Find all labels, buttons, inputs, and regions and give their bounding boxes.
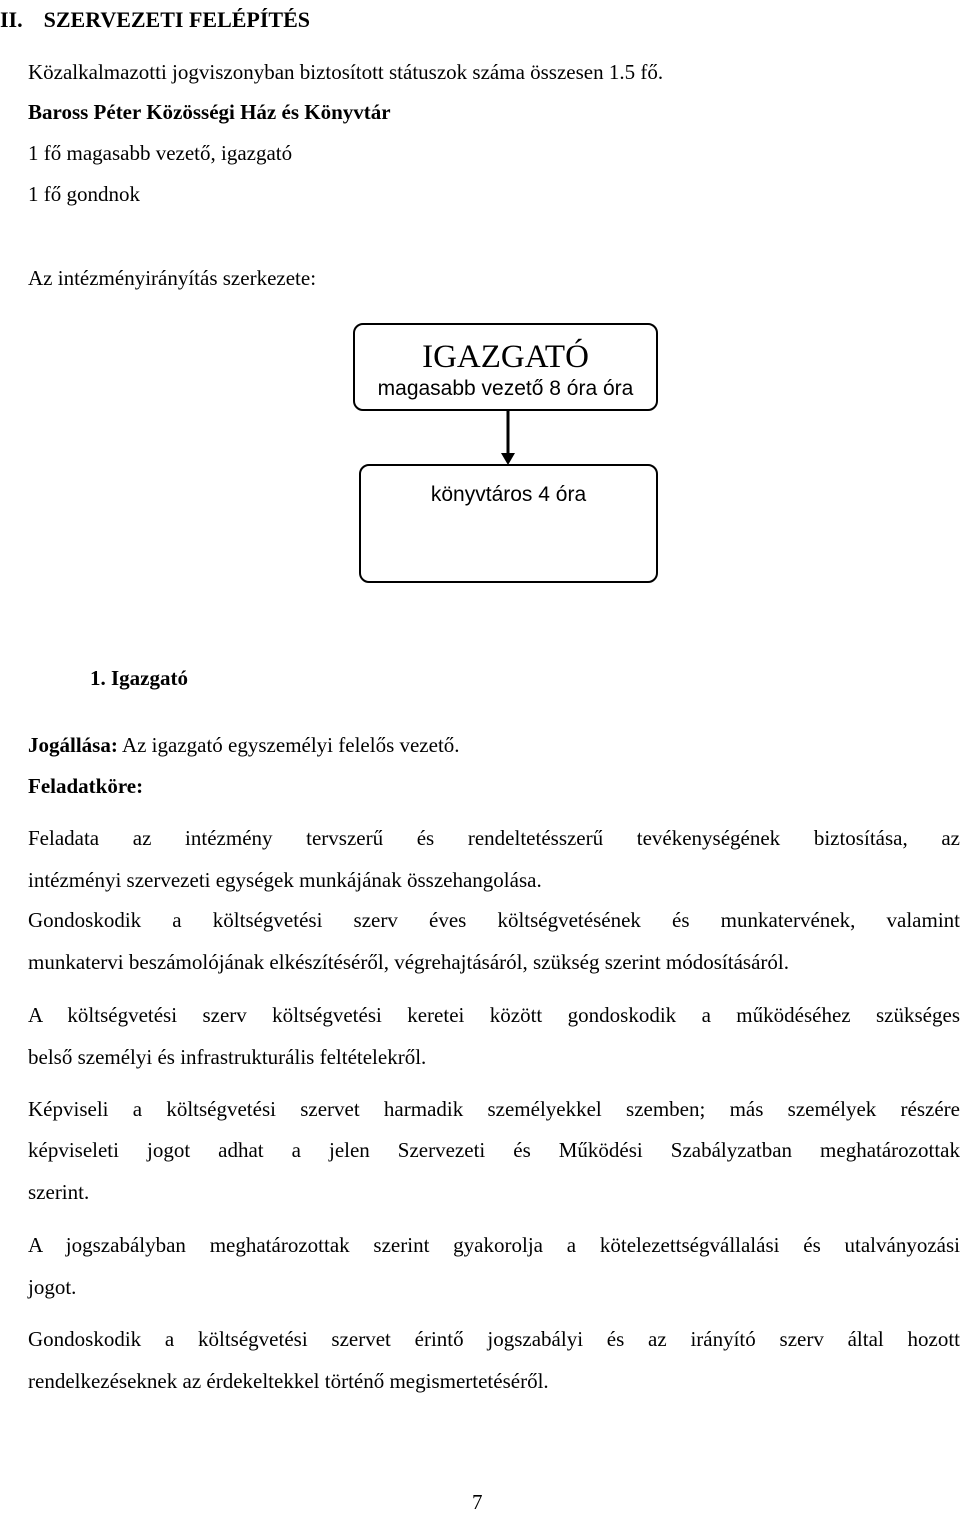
paragraph-5-line-1: A jogszabályban meghatározottak szerint gyakorolja a kötelezettségvállalási és utalványozási — [28, 1233, 960, 1257]
staff-line-2: 1 fő gondnok — [28, 182, 140, 206]
paragraph-5-line-2: jogot. — [28, 1275, 77, 1299]
director-box-title: IGAZGATÓ — [422, 339, 589, 375]
paragraph-4-line-2: képviseleti jogot adhat a jelen Szervezeti és Működési Szabályzatban meghatározottak — [28, 1138, 960, 1162]
page-number: 7 — [472, 1490, 483, 1514]
paragraph-4-line-3: szerint. — [28, 1180, 90, 1204]
paragraph-6-line-1: Gondoskodik a költségvetési szervet érintő jogszabályi és az irányító szerv által hozott — [28, 1327, 960, 1351]
director-status — [28, 735, 460, 756]
status-count-line: Közalkalmazotti jogviszonyban biztosított státuszok száma összesen 1.5 fő. — [28, 60, 664, 84]
paragraph-1-line-2: intézményi szervezeti egységek munkájának összehangolása. — [28, 868, 542, 892]
librarian-box — [359, 464, 658, 583]
paragraph-2-line-1: Gondoskodik a költségvetési szerv éves költségvetésének és munkatervének, valamint — [28, 908, 960, 932]
director-box-subtitle: magasabb vezető 8 óra óra — [377, 377, 634, 400]
status-text: Az igazgató egyszemélyi felelős vezető. — [121, 733, 460, 757]
paragraph-4-line-1: Képviseli a költségvetési szervet harmadik személyekkel szemben; más személyek részére — [28, 1097, 960, 1121]
paragraph-3-line-1: A költségvetési szerv költségvetési keretei között gondoskodik a működéséhez szükséges — [28, 1003, 960, 1027]
org-chart-heading: Az intézményirányítás szerkezete: — [28, 266, 317, 290]
staff-line-1: 1 fő magasabb vezető, igazgató — [28, 141, 293, 165]
status-label: Jogállása: — [28, 733, 118, 757]
director-heading: 1. Igazgató — [90, 666, 188, 690]
institution-name: Baross Péter Közösségi Ház és Könyvtár — [28, 100, 391, 124]
paragraph-2-line-2: munkatervi beszámolójának elkészítéséről, végrehajtásáról, szükség szerint módosításáról. — [28, 950, 789, 974]
librarian-box-subtitle: könyvtáros 4 óra — [430, 483, 587, 506]
paragraph-6-line-2: rendelkezéseknek az érdekeltekkel történő megismertetéséről. — [28, 1369, 549, 1393]
section-number: II. — [0, 7, 23, 32]
duties-label: Feladatköre: — [28, 774, 144, 798]
paragraph-1-line-1: Feladata az intézmény tervszerű és rendeltetésszerű tevékenységének biztosítása, az — [28, 826, 960, 850]
paragraph-3-line-2: belső személyi és infrastrukturális feltételekről. — [28, 1045, 427, 1069]
section-title: SZERVEZETI FELÉPÍTÉS — [43, 7, 311, 32]
